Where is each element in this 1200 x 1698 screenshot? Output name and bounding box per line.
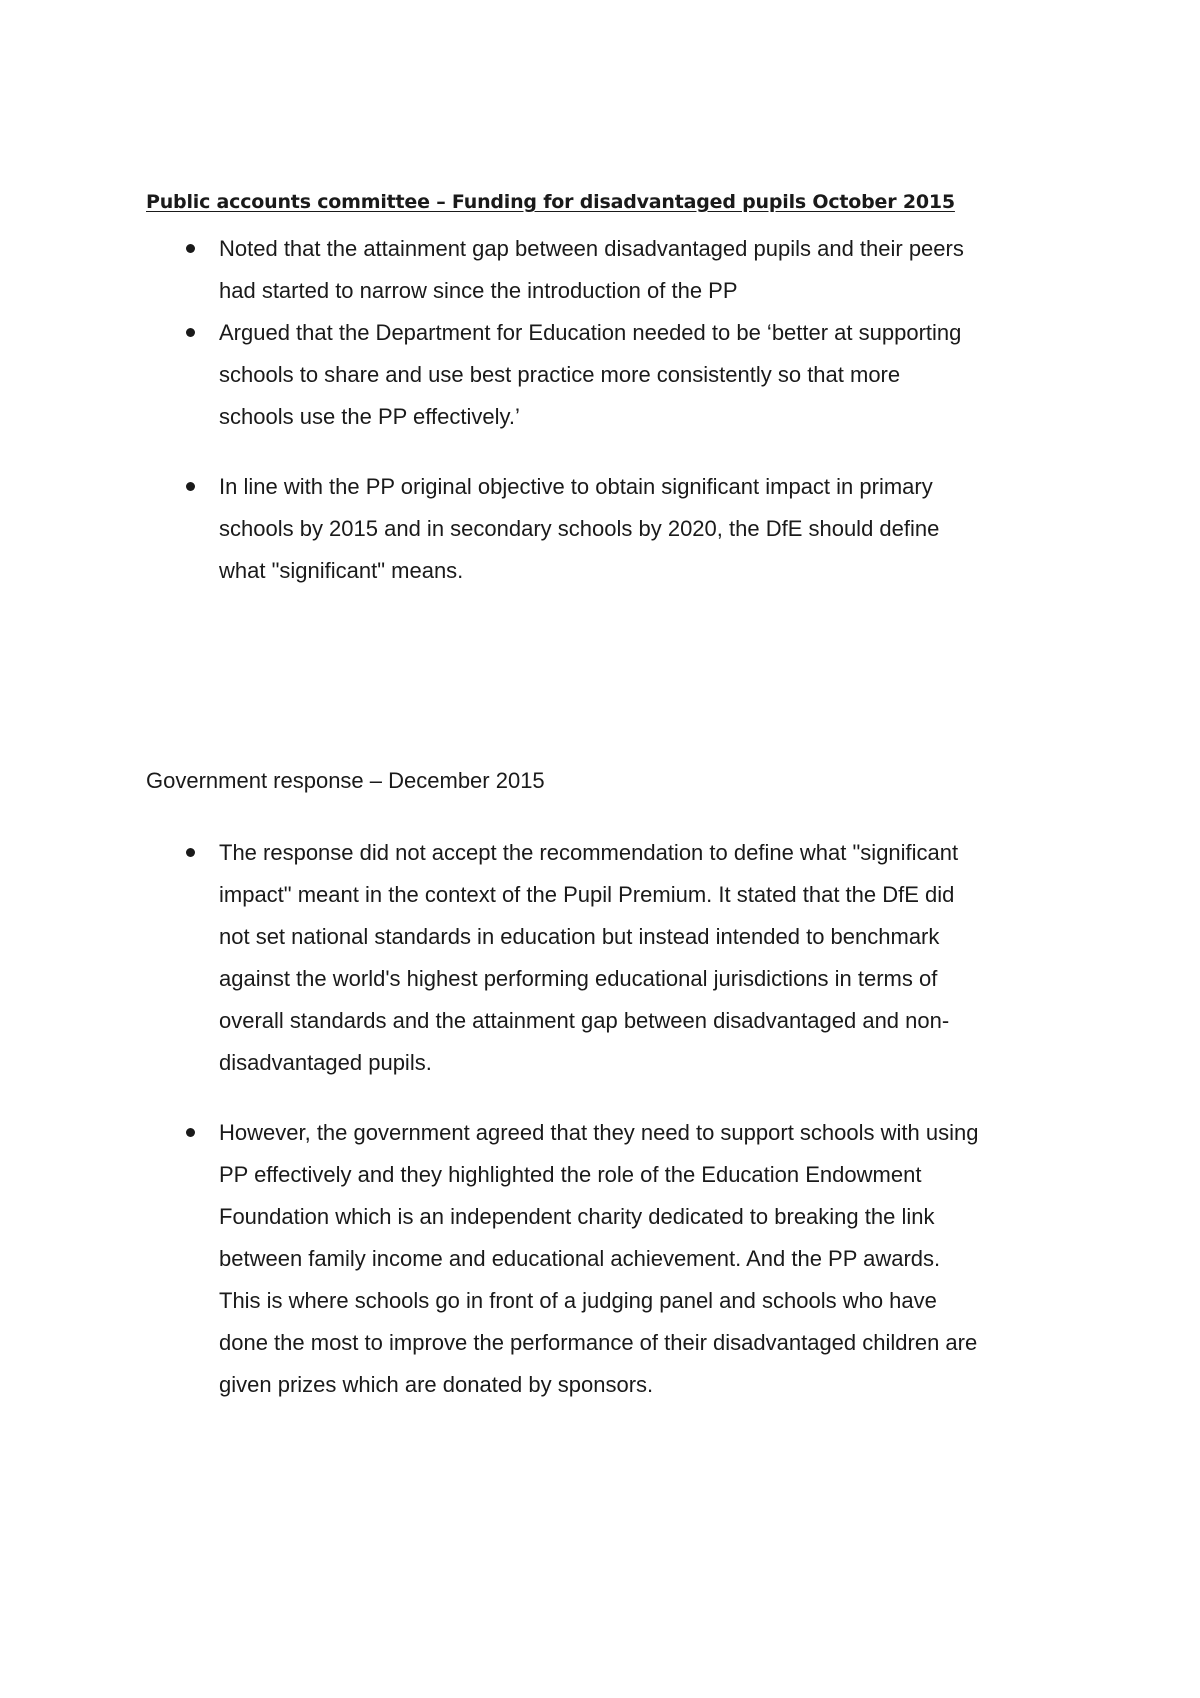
list-item: [186, 466, 1086, 592]
bullet-list-committee-continued: [186, 466, 1086, 592]
list-item: [186, 228, 1086, 312]
bullet-list-government: [186, 832, 1086, 1084]
bullet-line: Foundation which is an independent charity dedicated to breaking the link: [219, 1204, 935, 1229]
bullet-line: given prizes which are donated by sponsors.: [219, 1372, 654, 1397]
bullet-icon: [186, 328, 195, 337]
bullet-line: between family income and educational achievement. And the PP awards.: [219, 1246, 941, 1271]
bullet-line: schools to share and use best practice more consistently so that more: [219, 362, 901, 387]
bullet-line: schools by 2015 and in secondary schools by 2020, the DfE should define: [219, 516, 940, 541]
bullet-line: overall standards and the attainment gap between disadvantaged and non-: [219, 1008, 950, 1033]
bullet-line: This is where schools go in front of a judging panel and schools who have: [219, 1288, 937, 1313]
list-item: [186, 832, 1086, 1084]
list-item: [186, 312, 1086, 438]
bullet-line: Noted that the attainment gap between disadvantaged pupils and their peers: [219, 236, 964, 261]
bullet-line: done the most to improve the performance of their disadvantaged children are: [219, 1330, 978, 1355]
bullet-list-committee: [186, 228, 1086, 438]
bullet-icon: [186, 244, 195, 253]
bullet-line: Argued that the Department for Education needed to be ‘better at supporting: [219, 320, 962, 345]
bullet-line: disadvantaged pupils.: [219, 1050, 432, 1075]
bullet-line: what "significant" means.: [219, 558, 464, 583]
bullet-list-government-continued: [186, 1112, 1086, 1406]
bullet-line: PP effectively and they highlighted the role of the Education Endowment: [219, 1162, 922, 1187]
bullet-icon: [186, 848, 195, 857]
bullet-line: In line with the PP original objective to obtain significant impact in primary: [219, 474, 933, 499]
bullet-line: However, the government agreed that they need to support schools with using: [219, 1120, 979, 1145]
bullet-line: impact" meant in the context of the Pupil Premium. It stated that the DfE did: [219, 882, 955, 907]
section-heading-government-response: Government response – December 2015: [146, 768, 545, 793]
bullet-line: against the world's highest performing educational jurisdictions in terms of: [219, 966, 938, 991]
section-heading-public-accounts: Public accounts committee – Funding for disadvantaged pupils October 2015: [146, 191, 955, 213]
bullet-icon: [186, 1128, 195, 1137]
bullet-line: schools use the PP effectively.’: [219, 404, 520, 429]
bullet-line: The response did not accept the recommendation to define what "significant: [219, 840, 959, 865]
bullet-line: had started to narrow since the introduction of the PP: [219, 278, 738, 303]
list-item: [186, 1112, 1086, 1406]
bullet-line: not set national standards in education but instead intended to benchmark: [219, 924, 940, 949]
bullet-icon: [186, 482, 195, 491]
